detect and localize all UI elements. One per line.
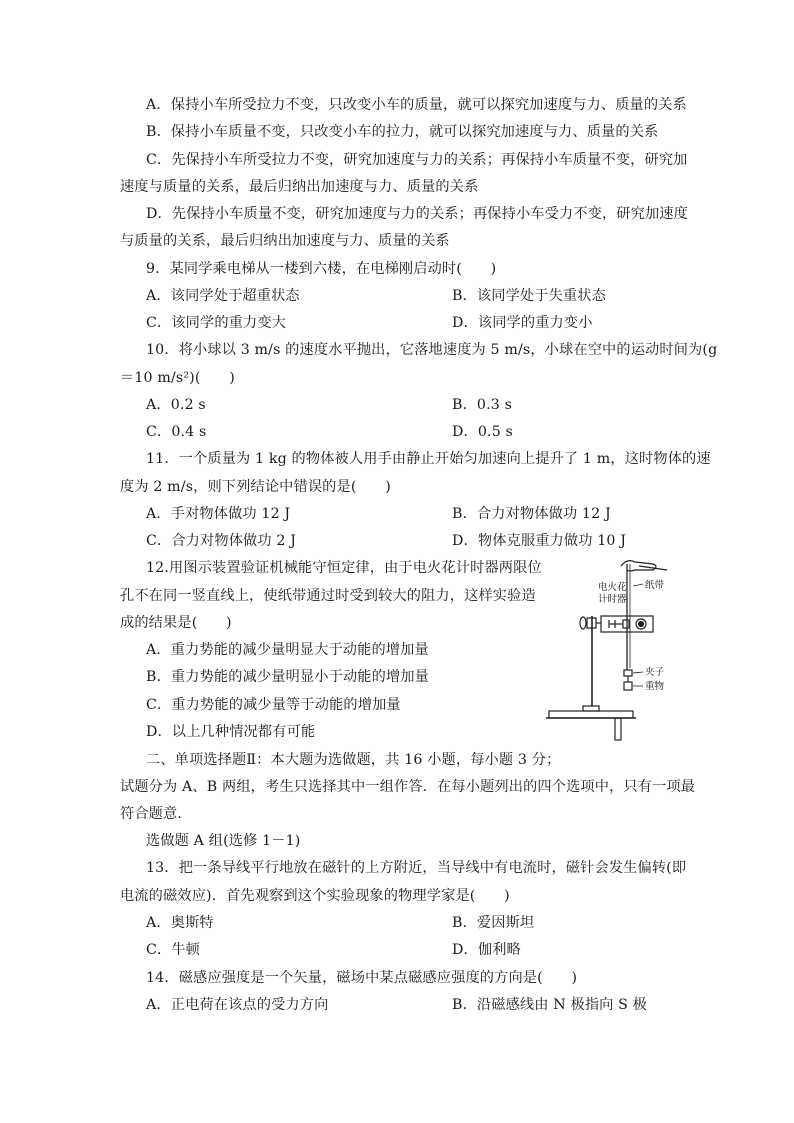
q12-stem-line1: 12.用图示装置验证机械能守恒定律，由于电火花计时器两限位 <box>146 560 542 576</box>
q10-option-c: C．0.4 s <box>146 424 207 440</box>
label-clip: 夹子 <box>645 667 665 678</box>
q12-stem-line2: 孔不在同一竖直线上，使纸带通过时受到较大的阻力，这样实验造 <box>120 588 536 604</box>
q13-stem-line1: 13．把一条导线平行地放在磁针的上方附近，当导线中有电流时，磁针会发生偏转(即 <box>146 860 687 876</box>
base-plate <box>549 711 633 718</box>
section2-line1: 二、单项选择题Ⅱ：本大题为选做题，共 16 小题，每小题 3 分； <box>146 752 561 768</box>
q11-option-b: B．合力对物体做功 12 J <box>452 506 611 522</box>
q13-option-a: A．奥斯特 <box>146 915 214 931</box>
q10-option-b: B．0.3 s <box>452 397 513 413</box>
q8-option-b: B．保持小车质量不变，只改变小车的拉力，就可以探究加速度与力、质量的关系 <box>146 124 659 140</box>
q8-option-d-line2: 与质量的关系，最后归纳出加速度与力、质量的关系 <box>120 233 450 249</box>
q10-option-d: D．0.5 s <box>452 424 513 440</box>
q10-option-a: A．0.2 s <box>146 397 206 413</box>
q12-option-c: C．重力势能的减少量等于动能的增加量 <box>146 697 401 713</box>
q10-stem-line2: ＝10 m/s²)( ) <box>120 370 235 386</box>
q9-stem: 9．某同学乘电梯从一楼到六楼，在电梯刚启动时( ) <box>146 261 497 277</box>
q8-option-c-line2: 速度与质量的关系，最后归纳出加速度与力、质量的关系 <box>120 179 479 195</box>
table-leg <box>615 718 621 740</box>
q9-option-a: A．该同学处于超重状态 <box>146 288 300 304</box>
label-timer-2: 计时器 <box>598 594 627 605</box>
q13-stem-line2: 电流的磁效应)．首先观察到这个实验现象的物理学家是( ) <box>120 888 510 904</box>
apparatus-figure <box>543 556 693 741</box>
q10-stem-line1: 10．将小球以 3 m/s 的速度水平抛出，它落地速度为 5 m/s，小球在空中的运动时间为(g <box>146 342 718 358</box>
q14-option-a: A．正电荷在该点的受力方向 <box>146 997 329 1013</box>
q12-stem-line3: 成的结果是( ) <box>120 615 232 631</box>
q9-option-d: D．该同学的重力变小 <box>452 315 593 331</box>
q11-option-d: D．物体克服重力做功 10 J <box>452 533 627 549</box>
q14-option-b: B．沿磁感线由 N 极指向 S 极 <box>452 997 648 1013</box>
label-timer-1: 电火花 <box>598 582 627 593</box>
q14-stem: 14．磁感应强度是一个矢量，磁场中某点磁感应强度的方向是( ) <box>146 970 578 986</box>
clamp-knob <box>580 617 586 629</box>
q13-option-b: B．爱因斯坦 <box>452 915 535 931</box>
q9-option-c: C．该同学的重力变大 <box>146 315 287 331</box>
section2-line2: 试题分为 A、B 两组，考生只选择其中一组作答．在每小题列出的四个选项中，只有一项最 <box>120 779 696 795</box>
q8-option-d-line1: D．先保持小车质量不变，研究加速度与力的关系；再保持小车受力不变，研究加速度 <box>146 206 689 222</box>
label-weight: 重物 <box>645 681 665 692</box>
label-tape: 纸带 <box>645 580 665 591</box>
q11-stem-line1: 11．一个质量为 1 kg 的物体被人用手由静止开始匀加速向上提升了 1 m，这时物体的速 <box>146 451 711 467</box>
group-a-title: 选做题 A 组(选修 1－1) <box>146 833 301 849</box>
q13-option-d: D．伽利略 <box>452 942 521 958</box>
clip <box>624 670 632 676</box>
weight-block <box>624 682 632 690</box>
q11-stem-line2: 度为 2 m/s，则下列结论中错误的是( ) <box>120 479 391 495</box>
q8-option-a: A．保持小车所受拉力不变，只改变小车的质量，就可以探究加速度与力、质量的关系 <box>146 97 687 113</box>
section2-line3: 符合题意． <box>120 806 192 822</box>
q13-option-c: C．牛顿 <box>146 942 201 958</box>
q12-option-a: A．重力势能的减少量明显大于动能的增加量 <box>146 642 429 658</box>
q12-option-b: B．重力势能的减少量明显小于动能的增加量 <box>146 669 429 685</box>
hand-grip <box>621 561 656 571</box>
q11-option-c: C．合力对物体做功 2 J <box>146 533 297 549</box>
q8-option-c-line1: C．先保持小车所受拉力不变，研究加速度与力的关系；再保持小车质量不变，研究加 <box>146 152 688 168</box>
q9-option-b: B．该同学处于失重状态 <box>452 288 606 304</box>
base-block <box>583 706 599 711</box>
q11-option-a: A．手对物体做功 12 J <box>146 506 291 522</box>
q12-option-d: D．以上几种情况都有可能 <box>146 724 316 740</box>
